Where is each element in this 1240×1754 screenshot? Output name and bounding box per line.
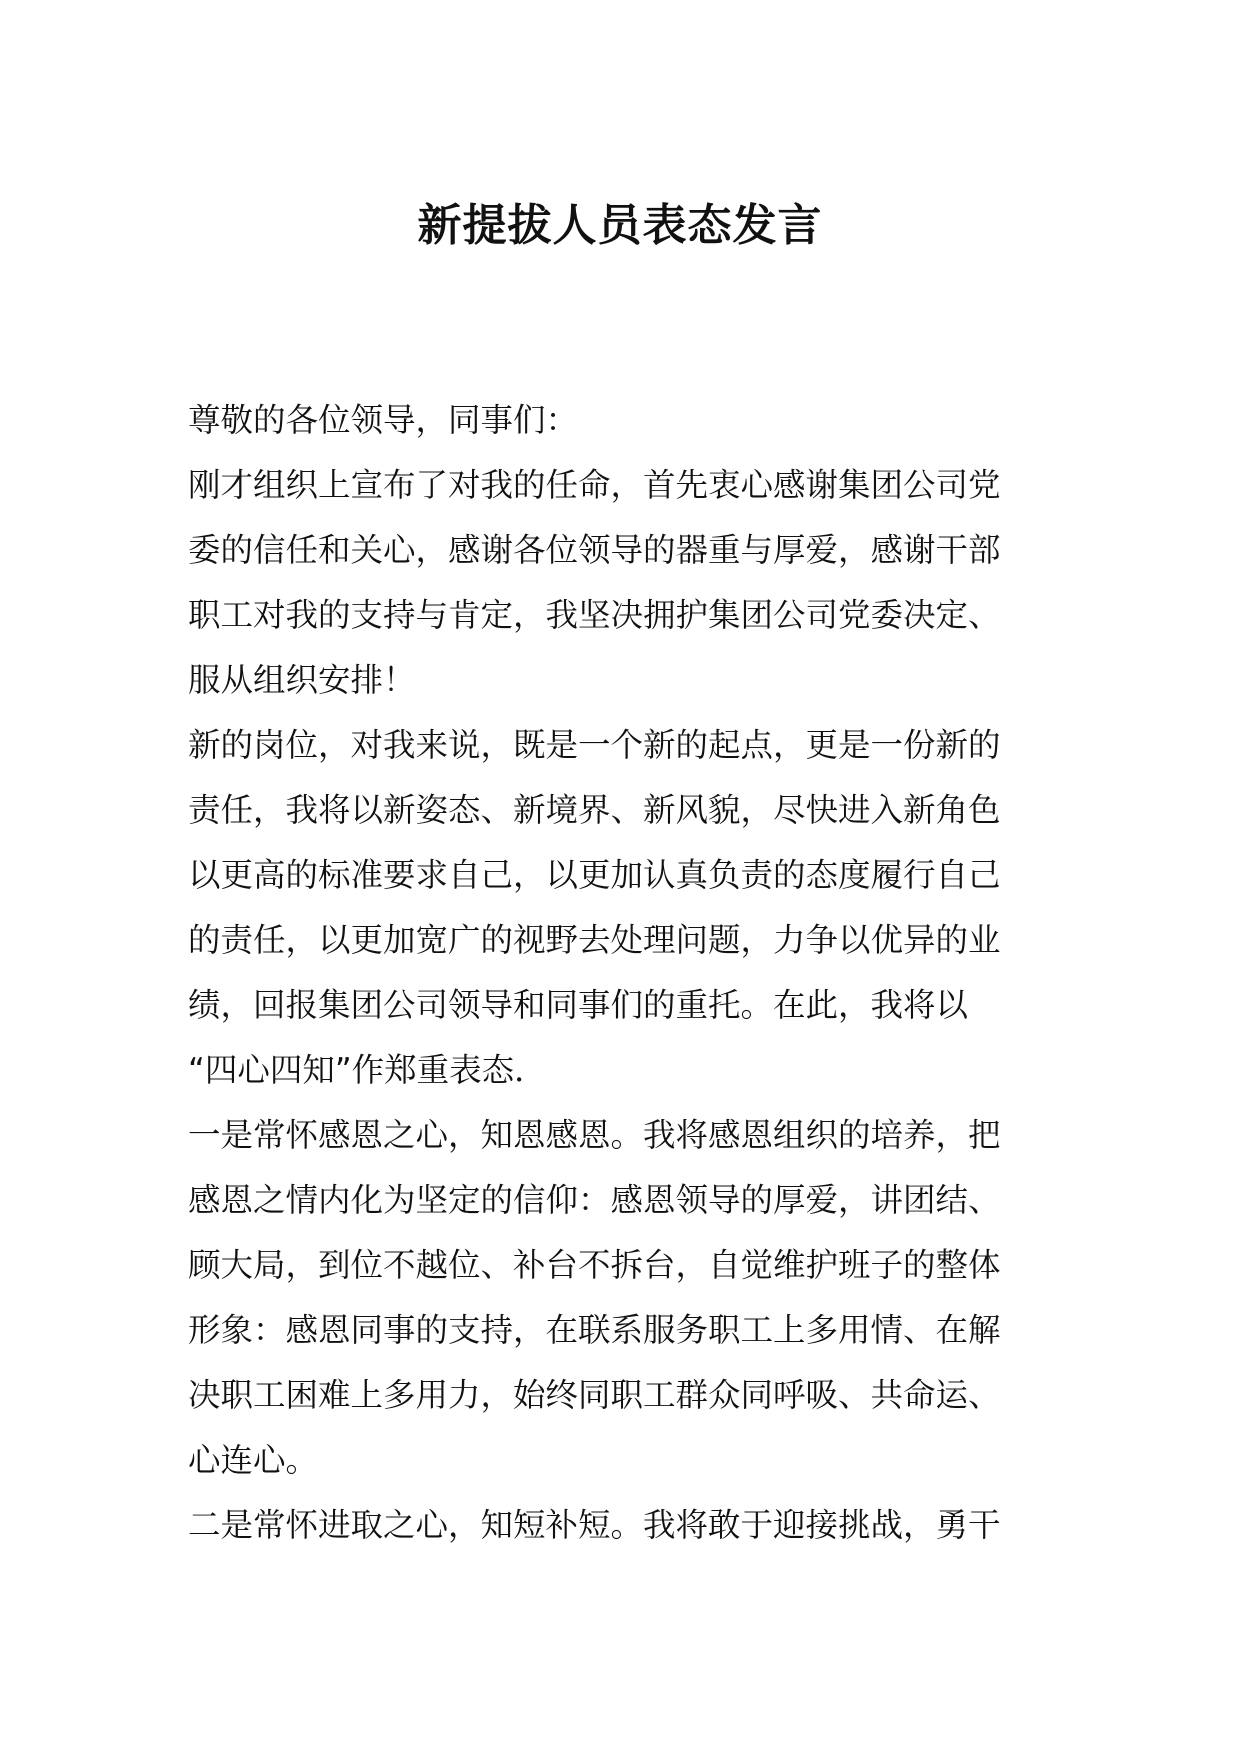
body-line: 顾大局，到位不越位、补台不拆台，自觉维护班子的整体 bbox=[188, 1246, 1001, 1284]
body-line: 一是常怀感恩之心，知恩感恩。我将感恩组织的培养，把 bbox=[188, 1116, 1001, 1154]
body-line: 二是常怀进取之心，知短补短。我将敢于迎接挑战，勇干 bbox=[188, 1506, 1001, 1544]
body-line: 决职工困难上多用力，始终同职工群众同呼吸、共命运、 bbox=[188, 1376, 1001, 1414]
body-line: 服从组织安排！ bbox=[188, 661, 416, 699]
body-line: 责任，我将以新姿态、新境界、新风貌，尽快进入新角色 bbox=[188, 791, 1001, 829]
body-line: 职工对我的支持与肯定，我坚决拥护集团公司党委决定、 bbox=[188, 596, 1001, 634]
body-line: 以更高的标准要求自己，以更加认真负责的态度履行自己 bbox=[188, 856, 1001, 894]
body-line: 尊敬的各位领导，同事们： bbox=[188, 401, 579, 439]
body-line: 心连心。 bbox=[188, 1441, 319, 1479]
document-body bbox=[188, 388, 1058, 1558]
body-line: 绩，回报集团公司领导和同事们的重托。在此，我将以 bbox=[188, 986, 969, 1024]
document-title: 新提拔人员表态发言 bbox=[417, 200, 823, 251]
body-line: 形象：感恩同事的支持，在联系服务职工上多用情、在解 bbox=[188, 1311, 1001, 1349]
body-line: 委的信任和关心，感谢各位领导的器重与厚爱，感谢干部 bbox=[188, 531, 1001, 569]
body-line: 刚才组织上宣布了对我的任命，首先衷心感谢集团公司党 bbox=[188, 466, 1001, 504]
body-line: “四心四知”作郑重表态． bbox=[188, 1051, 547, 1089]
body-line: 的责任，以更加宽广的视野去处理问题，力争以优异的业 bbox=[188, 921, 1001, 959]
body-line: 感恩之情内化为坚定的信仰：感恩领导的厚爱，讲团结、 bbox=[188, 1181, 1001, 1219]
body-line: 新的岗位，对我来说，既是一个新的起点，更是一份新的 bbox=[188, 726, 1001, 764]
